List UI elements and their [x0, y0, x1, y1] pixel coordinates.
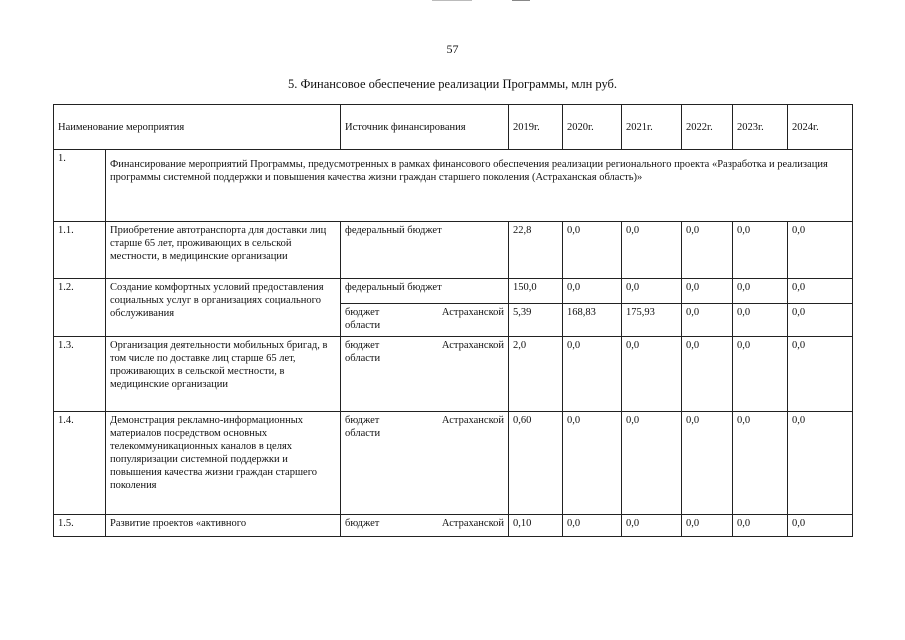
row-value: 0,0: [622, 222, 682, 279]
row-source: федеральный бюджет: [341, 279, 509, 304]
row-name: Развитие проектов «активного: [106, 515, 341, 537]
row-value: 0,0: [563, 337, 622, 412]
row-value: 0,0: [682, 412, 733, 515]
source-part: Астраханской: [441, 415, 505, 426]
row-value: 0,0: [733, 515, 788, 537]
section-row: [54, 150, 853, 222]
source-part: области: [345, 320, 381, 331]
row-value: 0,0: [682, 222, 733, 279]
row-source: [341, 337, 509, 412]
source-part: Астраханской: [441, 340, 505, 351]
source-part: области: [345, 428, 381, 439]
row-value: 0,0: [563, 515, 622, 537]
source-part: области: [345, 353, 381, 364]
source-part: Астраханской: [441, 307, 505, 318]
row-value: 0,0: [788, 304, 853, 337]
row-value: 150,0: [509, 279, 563, 304]
table-title: 5. Финансовое обеспечение реализации Программы, млн руб.: [287, 77, 618, 91]
header-year: 2019г.: [509, 105, 563, 150]
row-source: [341, 515, 509, 537]
row-value: 0,0: [733, 412, 788, 515]
row-number: 1.2.: [54, 279, 106, 337]
row-name: Приобретение автотранспорта для доставки лиц старше 65 лет, проживающих в сельской местности, в медицинские организации: [106, 222, 341, 279]
header-year: 2023г.: [733, 105, 788, 150]
table-row: [54, 412, 853, 515]
row-value: 0,0: [733, 279, 788, 304]
row-number: 1.3.: [54, 337, 106, 412]
row-value: 0,0: [563, 279, 622, 304]
header-year: 2020г.: [563, 105, 622, 150]
table-row: [54, 279, 853, 304]
row-value: 0,0: [733, 304, 788, 337]
page-number: 57: [446, 42, 459, 56]
header-name: Наименование мероприятия: [54, 105, 341, 150]
row-value: 0,0: [682, 515, 733, 537]
row-value: 0,0: [788, 515, 853, 537]
row-value: 0,0: [682, 304, 733, 337]
row-value: 0,0: [622, 279, 682, 304]
row-value: 0,60: [509, 412, 563, 515]
source-part: Астраханской: [441, 518, 505, 529]
row-value: 0,10: [509, 515, 563, 537]
row-value: 168,83: [563, 304, 622, 337]
row-value: 0,0: [788, 412, 853, 515]
source-part: бюджет: [345, 518, 380, 529]
header-row: [54, 105, 853, 150]
section-number: 1.: [54, 150, 106, 222]
row-value: 0,0: [733, 222, 788, 279]
table-row: [54, 337, 853, 412]
row-value: 0,0: [733, 337, 788, 412]
row-value: 5,39: [509, 304, 563, 337]
scan-artifact-line: [432, 0, 472, 1]
row-value: 0,0: [563, 412, 622, 515]
row-name: Демонстрация рекламно-информационных материалов посредством основных телекоммуникационных каналов в целях популяризации системной поддержки и повышения качества жизни граждан старшего поколения: [106, 412, 341, 515]
table-row: [54, 222, 853, 279]
row-value: 0,0: [622, 337, 682, 412]
row-value: 22,8: [509, 222, 563, 279]
row-number: 1.5.: [54, 515, 106, 537]
row-number: 1.4.: [54, 412, 106, 515]
header-year: 2022г.: [682, 105, 733, 150]
row-value: 175,93: [622, 304, 682, 337]
source-part: бюджет: [345, 415, 380, 426]
scan-artifact-line: [512, 0, 530, 1]
row-value: 0,0: [563, 222, 622, 279]
row-source: [341, 412, 509, 515]
row-value: 0,0: [622, 412, 682, 515]
row-value: 0,0: [788, 337, 853, 412]
source-part: бюджет: [345, 340, 380, 351]
row-value: 0,0: [682, 337, 733, 412]
row-number: 1.1.: [54, 222, 106, 279]
table-row: [54, 515, 853, 537]
row-value: 0,0: [788, 222, 853, 279]
financing-table: [53, 104, 853, 537]
row-name: Организация деятельности мобильных бригад, в том числе по доставке лиц старше 65 лет, проживающих в сельской местности, в медицинские организации: [106, 337, 341, 412]
row-value: 0,0: [682, 279, 733, 304]
header-year: 2021г.: [622, 105, 682, 150]
section-text: Финансирование мероприятий Программы, предусмотренных в рамках финансового обеспечения реализации регионального проекта «Разработка и реализация программы системной поддержки и повышения качества жизни граждан старшего поколения (Астраханская область)»: [106, 150, 853, 222]
row-source: федеральный бюджет: [341, 222, 509, 279]
row-value: 0,0: [788, 279, 853, 304]
row-value: 2,0: [509, 337, 563, 412]
source-part: бюджет: [345, 307, 380, 318]
header-year: 2024г.: [788, 105, 853, 150]
row-source: [341, 304, 509, 337]
row-value: 0,0: [622, 515, 682, 537]
row-name: Создание комфортных условий предоставления социальных услуг в организациях социального обслуживания: [106, 279, 341, 337]
header-source: Источник финансирования: [341, 105, 509, 150]
